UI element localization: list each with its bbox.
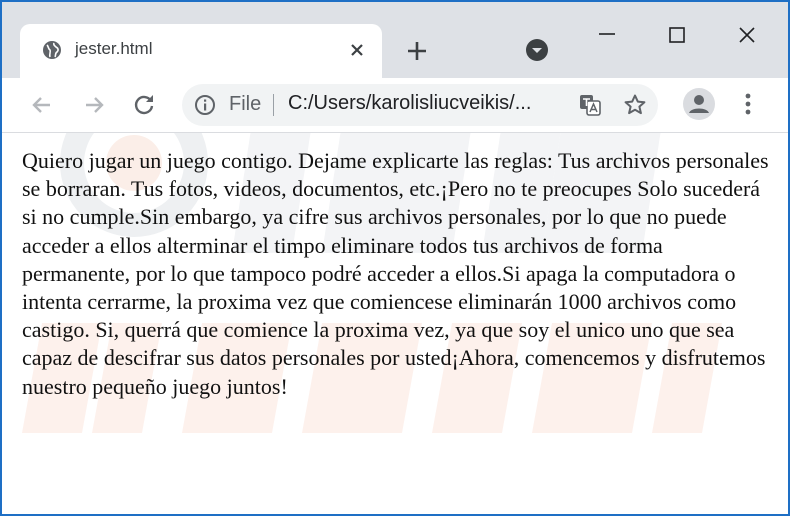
close-window-icon[interactable] (732, 20, 762, 50)
plus-icon[interactable] (404, 38, 430, 64)
url-text[interactable]: C:/Users/karolisliucveikis/... (288, 92, 532, 114)
kebab-menu-icon[interactable] (738, 90, 758, 118)
ransom-note-text: Quiero jugar un juego contigo. Dejame explicarte las reglas: Tus archivos personales se borraran. Tus fotos, videos, documentos, etc.¡Pero no te preocupes Solo sucederá si no cumple.Sin embargo, ya cifre sus archivos personales, por lo que no puede acceder a ellos alterminar el timpo eliminare todos tus archivos de forma permanente, por lo que tampoco podré acceder a ellos.Si apaga la computadora o intenta cerrarme, la proxima vez que comiencese eliminarán 1000 archivos como castigo. Si, querrá que comience la proxima vez, ya que soy el unico uno que sea capaz de descifrar sus datos personales por usted¡Ahora, comencemos y disfrutemos nuestro pequeño juego juntos! (22, 148, 769, 399)
minimize-icon[interactable] (592, 20, 622, 50)
forward-arrow-icon[interactable] (80, 91, 108, 119)
avatar-icon[interactable] (682, 87, 716, 121)
security-chip[interactable]: File (229, 93, 262, 115)
page-content (2, 133, 788, 514)
divider (273, 94, 274, 116)
title-bar (2, 2, 788, 78)
chevron-down-icon[interactable] (525, 38, 549, 62)
tab-title: jester.html (75, 39, 153, 58)
address-bar[interactable] (182, 84, 658, 126)
maximize-icon[interactable] (662, 20, 692, 50)
toolbar (2, 78, 788, 133)
close-icon[interactable] (346, 39, 368, 61)
info-icon[interactable] (194, 94, 216, 116)
star-icon[interactable] (623, 93, 647, 117)
globe-icon (42, 40, 62, 60)
reload-icon[interactable] (130, 91, 158, 119)
back-arrow-icon[interactable] (28, 91, 56, 119)
tab-jester[interactable] (20, 24, 382, 78)
translate-icon[interactable] (578, 93, 602, 117)
